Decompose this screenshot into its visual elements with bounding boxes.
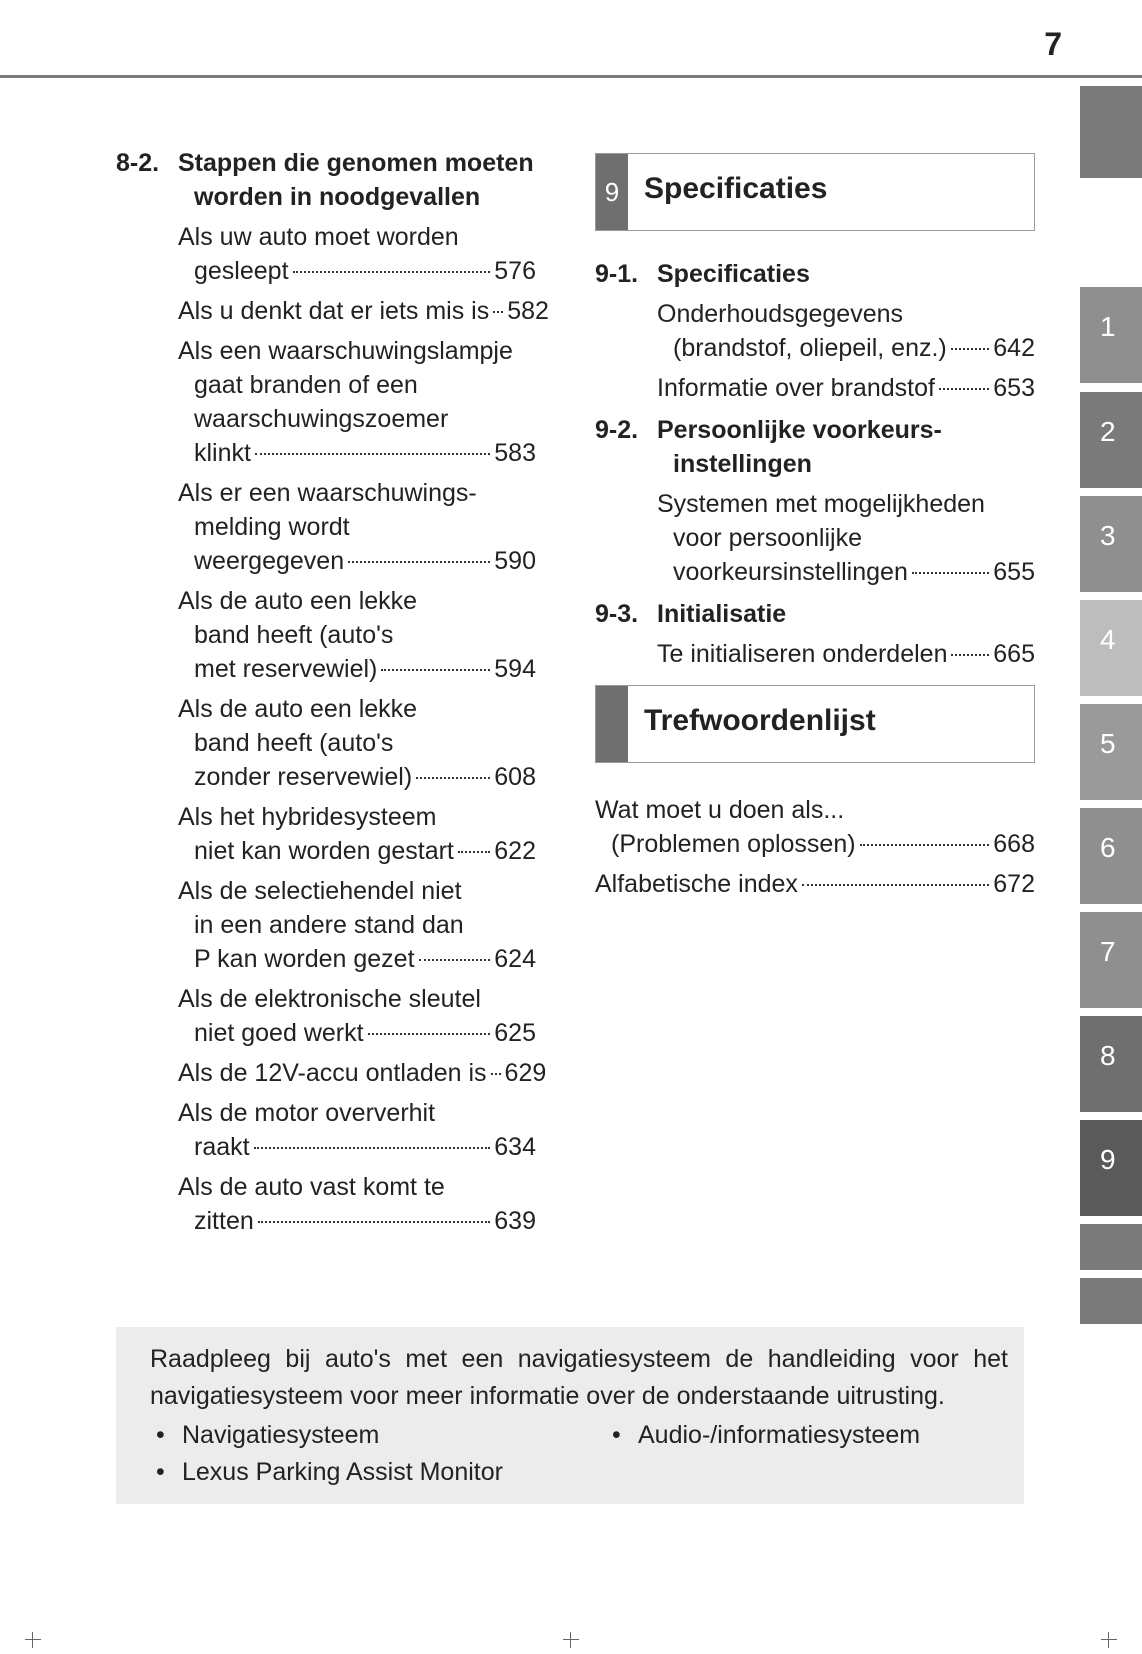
tab-top[interactable] (1080, 86, 1142, 178)
toc-entry[interactable] (595, 867, 1035, 901)
entry-text: zonder reservewiel) (194, 763, 413, 791)
entry-text: Alfabetische index (595, 870, 798, 898)
entry-text: P kan worden gezet (194, 945, 415, 973)
page-ref: 629 (504, 1059, 547, 1087)
entry-line: Als er een waarschuwings- (178, 479, 477, 507)
page-ref: 672 (993, 870, 1035, 898)
toc-entry[interactable] (178, 982, 536, 1050)
toc-entry[interactable] (657, 637, 1035, 671)
page-ref: 608 (494, 763, 536, 791)
toc-right-column (595, 153, 1035, 901)
toc-entry[interactable] (178, 334, 536, 470)
toc-entry[interactable] (657, 487, 1035, 589)
entry-text: zitten (194, 1207, 254, 1235)
toc-entry[interactable] (178, 692, 536, 794)
chapter-number: 9 (596, 154, 628, 230)
tab-2[interactable]: 2 (1080, 392, 1142, 488)
entry-line: Systemen met mogelijkheden (657, 490, 985, 518)
leader-dots (951, 654, 989, 656)
leader-dots (254, 1147, 491, 1149)
leader-dots (493, 311, 503, 313)
page-ref: 583 (494, 439, 536, 467)
leader-dots (802, 884, 989, 886)
crop-mark (1101, 1632, 1117, 1648)
leader-dots (368, 1033, 491, 1035)
section-heading-9-3[interactable] (595, 597, 1035, 631)
page-ref: 655 (993, 558, 1035, 586)
tab-extra-2[interactable] (1080, 1278, 1142, 1324)
tab-extra-1[interactable] (1080, 1224, 1142, 1270)
entry-line: Als uw auto moet worden (178, 223, 459, 251)
entry-line: gaat branden of een (194, 371, 418, 399)
entry-line: band heeft (auto's (194, 621, 394, 649)
entry-line: voor persoonlijke (673, 524, 862, 552)
leader-dots (860, 844, 990, 846)
page-number: 7 (1044, 26, 1062, 62)
toc-entry[interactable] (178, 220, 536, 288)
entry-line: Als de auto een lekke (178, 695, 418, 723)
entry-text: (Problemen oplossen) (611, 830, 856, 858)
tab-3[interactable]: 3 (1080, 496, 1142, 592)
leader-dots (348, 561, 490, 563)
entry-text: raakt (194, 1133, 250, 1161)
entry-line: waarschuwingszoemer (194, 405, 449, 433)
entry-text: (brandstof, oliepeil, enz.) (673, 334, 947, 362)
page-ref: 576 (494, 257, 536, 285)
entry-text: Als de 12V-accu ontladen is (178, 1059, 487, 1087)
toc-entry[interactable] (595, 793, 1035, 861)
leader-dots (258, 1221, 491, 1223)
toc-left-column (116, 146, 549, 1238)
entry-line: Onderhoudsgegevens (657, 300, 904, 328)
entry-text: Te initialiseren onderdelen (657, 640, 948, 668)
entry-text: gesleept (194, 257, 289, 285)
section-number: 8-2. (116, 149, 160, 177)
section-number: 9-2. (595, 416, 639, 444)
section-title: Initialisatie (657, 600, 787, 628)
page-ref: 642 (993, 334, 1035, 362)
tab-4[interactable]: 4 (1080, 600, 1142, 696)
leader-dots (458, 851, 490, 853)
page-ref: 624 (494, 945, 536, 973)
toc-entry[interactable] (178, 874, 536, 976)
chapter-heading-9[interactable] (595, 153, 1035, 231)
page-ref: 665 (993, 640, 1035, 668)
toc-entry[interactable] (178, 1170, 536, 1238)
toc-entry[interactable] (178, 1096, 536, 1164)
entry-line: in een andere stand dan (194, 911, 464, 939)
toc-entry[interactable] (178, 584, 536, 686)
leader-dots (951, 348, 990, 350)
leader-dots (939, 388, 989, 390)
entry-line: band heeft (auto's (194, 729, 394, 757)
entry-line: Wat moet u doen als... (595, 796, 845, 824)
note-text: Raadpleeg bij auto's met een navigatiesysteem de handleiding voor het navigatiesysteem voor meer informatie over de onderstaande uitrusting. (150, 1345, 1008, 1410)
crop-mark (563, 1632, 579, 1648)
entry-line: Als de selectiehendel niet (178, 877, 462, 905)
tab-5[interactable]: 5 (1080, 704, 1142, 800)
toc-entry[interactable] (178, 294, 549, 328)
page-ref: 639 (494, 1207, 536, 1235)
page-ref: 582 (507, 297, 549, 325)
tab-8[interactable]: 8 (1080, 1016, 1142, 1112)
entry-line: Als de auto een lekke (178, 587, 418, 615)
leader-dots (381, 669, 490, 671)
entry-line: melding wordt (194, 513, 350, 541)
page-ref: 634 (494, 1133, 536, 1161)
entry-line: Als de auto vast komt te (178, 1173, 445, 1201)
header-rule (0, 75, 1142, 78)
toc-entry[interactable] (178, 476, 536, 578)
page-ref: 622 (494, 837, 536, 865)
toc-entry[interactable] (657, 297, 1035, 365)
index-title: Trefwoordenlijst (644, 704, 876, 737)
tab-7[interactable]: 7 (1080, 912, 1142, 1008)
tab-6[interactable]: 6 (1080, 808, 1142, 904)
bullet-item: • Audio-/informatiesysteem (638, 1417, 920, 1454)
entry-text: voorkeursinstellingen (673, 558, 908, 586)
entry-line: Als een waarschuwingslampje (178, 337, 513, 365)
entry-line: Als het hybridesysteem (178, 803, 437, 831)
entry-text: Informatie over brandstof (657, 374, 935, 402)
section-heading-9-2[interactable] (595, 413, 1035, 481)
crop-mark (25, 1632, 41, 1648)
tab-9[interactable]: 9 (1080, 1120, 1142, 1216)
entry-text: Als u denkt dat er iets mis is (178, 297, 490, 325)
entry-line: Als de motor oververhit (178, 1099, 436, 1127)
page-ref: 668 (993, 830, 1035, 858)
section-number: 9-1. (595, 260, 639, 288)
page-ref: 625 (494, 1019, 536, 1047)
leader-dots (419, 959, 491, 961)
entry-text: weergegeven (194, 547, 345, 575)
leader-dots (912, 572, 989, 574)
section-title: Stappen die genomen moeten worden in noodgevallen (178, 149, 534, 211)
bullet-item: • Lexus Parking Assist Monitor (182, 1454, 503, 1491)
section-heading-9-1[interactable] (595, 257, 1035, 291)
entry-text: niet goed werkt (194, 1019, 364, 1047)
toc-entry[interactable] (178, 800, 536, 868)
index-bar (596, 686, 628, 762)
section-heading-8-2[interactable] (116, 146, 536, 214)
page-ref: 590 (494, 547, 536, 575)
section-title: Specificaties (657, 260, 810, 288)
leader-dots (293, 271, 491, 273)
tab-1[interactable]: 1 (1080, 287, 1142, 383)
toc-entry[interactable] (657, 371, 1035, 405)
section-title: Persoonlijke voorkeurs-instellingen (657, 416, 942, 478)
leader-dots (416, 777, 490, 779)
page-ref: 653 (993, 374, 1035, 402)
entry-text: niet kan worden gestart (194, 837, 454, 865)
leader-dots (491, 1073, 501, 1075)
navigation-note-box (116, 1327, 1024, 1504)
section-number: 9-3. (595, 600, 639, 628)
entry-line: Als de elektronische sleutel (178, 985, 481, 1013)
entry-text: klinkt (194, 439, 251, 467)
leader-dots (255, 453, 490, 455)
toc-entry[interactable] (178, 1056, 547, 1090)
bullet-item: • Navigatiesysteem (182, 1417, 379, 1454)
index-heading[interactable] (595, 685, 1035, 763)
entry-text: met reservewiel) (194, 655, 378, 683)
page-ref: 594 (494, 655, 536, 683)
chapter-title: Specificaties (644, 172, 828, 205)
